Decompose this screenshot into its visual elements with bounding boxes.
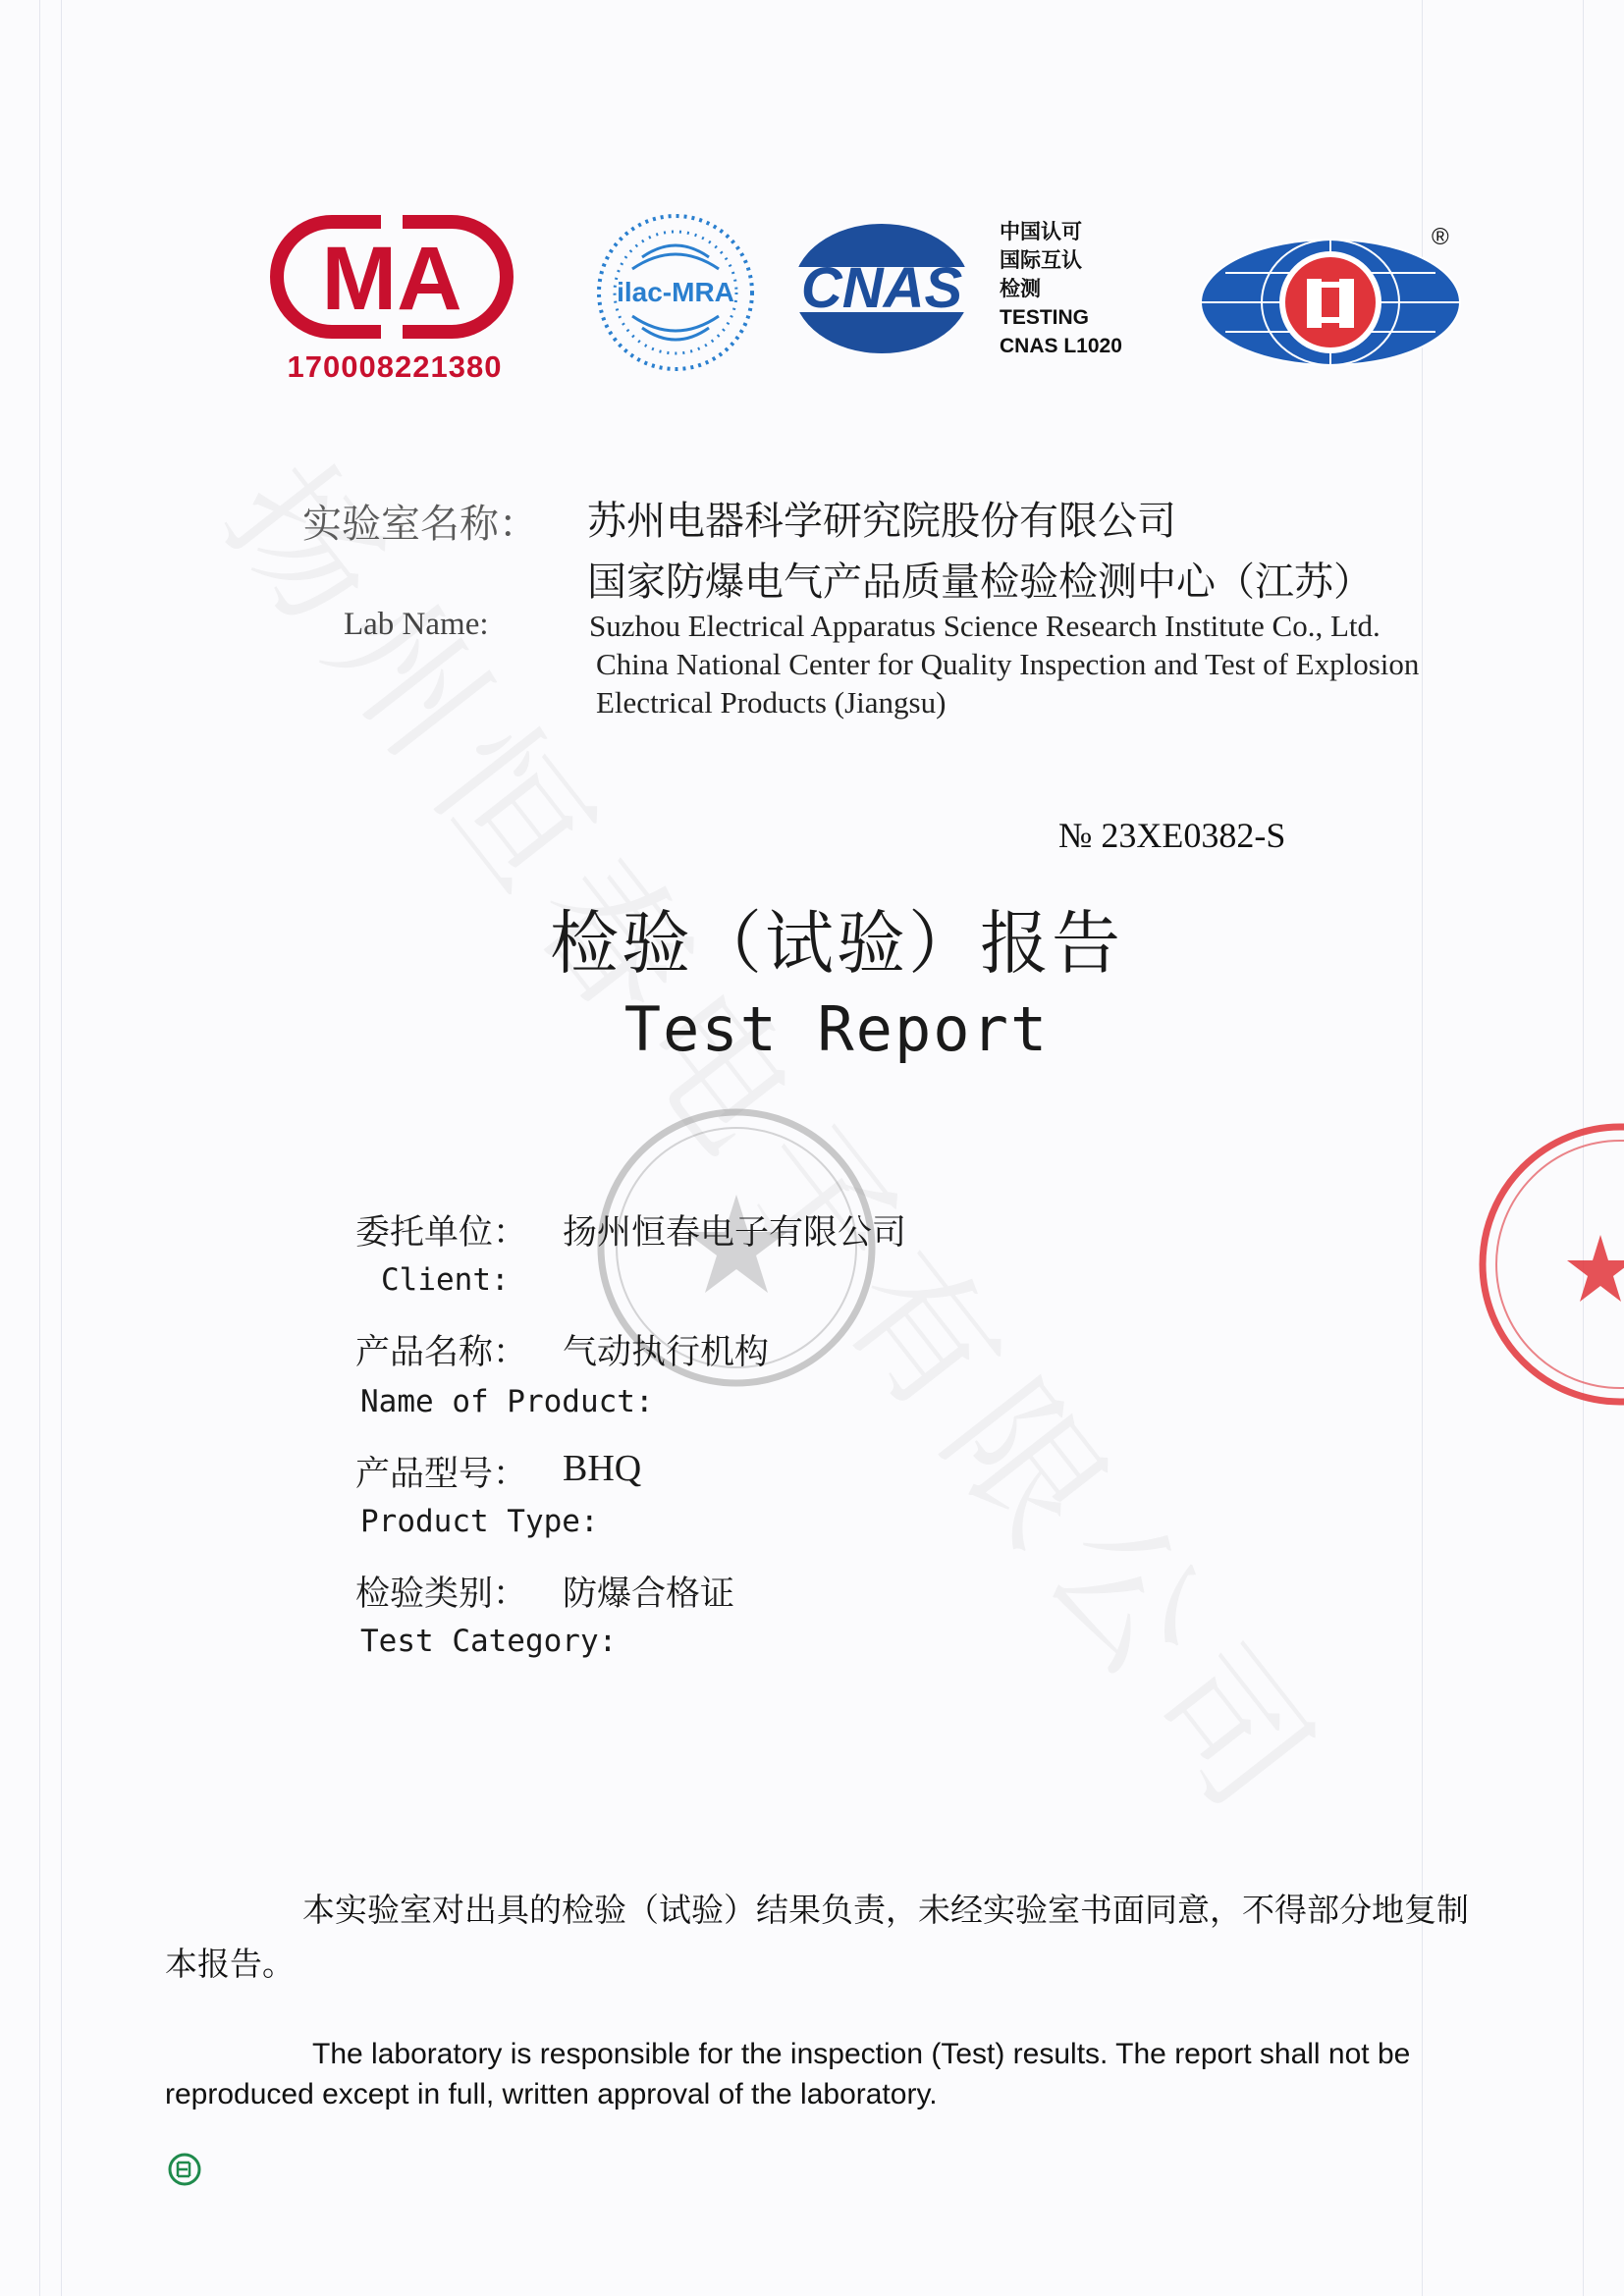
report-title-en: Test Report — [623, 993, 1050, 1065]
report-title-zh: 检验（试验）报告 — [550, 903, 1123, 984]
lab-name-en-line: China National Center for Quality Inspection and Test of Explosion — [596, 647, 1420, 681]
cma-logo-text: MA — [321, 229, 462, 329]
lab-name-zh-line: 国家防爆电气产品质量检验检测中心（江苏） — [587, 560, 1373, 605]
globe-logo — [1196, 234, 1465, 371]
lab-name-label-zh: 实验室名称： — [302, 502, 538, 547]
test-category-label-en: Test Category: — [360, 1624, 618, 1659]
client-label-zh: 委托单位： — [355, 1213, 528, 1253]
registered-mark: ® — [1432, 224, 1449, 250]
cnas-caption-line: 中国认可 — [1000, 221, 1082, 243]
product-type-label-zh: 产品型号： — [355, 1455, 528, 1494]
cnas-caption-line: TESTING — [1000, 306, 1090, 329]
cnas-caption — [1000, 218, 1122, 360]
lab-name-en-line: Electrical Products (Jiangsu) — [596, 685, 947, 720]
cnas-caption-line: CNAS L1020 — [1000, 335, 1122, 357]
lab-name-en — [589, 607, 1419, 721]
ilac-mra-logo — [593, 210, 758, 375]
test-category-label-zh: 检验类别： — [355, 1575, 528, 1614]
lab-name-zh-line: 苏州电器科学研究院股份有限公司 — [587, 499, 1176, 544]
report-number: № 23XE0382-S — [1058, 816, 1286, 855]
product-name-label-zh: 产品名称： — [355, 1333, 528, 1372]
client-value: 扬州恒春电子有限公司 — [563, 1213, 907, 1253]
cnas-caption-line: 国际互认 — [1000, 249, 1082, 272]
product-type-label-en: Product Type: — [360, 1504, 599, 1539]
lab-name-zh — [587, 491, 1373, 613]
product-type-value: BHQ — [563, 1448, 642, 1489]
product-name-label-en: Name of Product: — [360, 1384, 654, 1419]
cma-logo — [263, 208, 520, 346]
cnas-caption-line: 检测 — [1000, 278, 1041, 300]
ilac-logo-text: ilac-MRA — [617, 277, 734, 307]
cnas-logo — [785, 218, 978, 359]
cma-number: 170008221380 — [287, 349, 503, 384]
product-name-value: 气动执行机构 — [563, 1333, 770, 1372]
eco-mark-icon — [167, 2152, 202, 2187]
scan-edge-line — [39, 0, 40, 2296]
statement-en: The laboratory is responsible for the inspection (Test) results. The report shall not be reproduced except in full, written approval of the laboratory. — [165, 2038, 1411, 2110]
client-label-en: Client: — [381, 1262, 510, 1298]
red-seal — [1473, 1117, 1624, 1412]
test-category-value: 防爆合格证 — [563, 1575, 735, 1614]
lab-name-label-en: Lab Name: — [344, 607, 489, 642]
lab-name-en-line: Suzhou Electrical Apparatus Science Research Institute Co., Ltd. — [589, 609, 1380, 643]
statement-zh: 本实验室对出具的检验（试验）结果负责，未经实验室书面同意，不得部分地复制本报告。 — [165, 1891, 1469, 1983]
cnas-logo-text: CNAS — [800, 256, 963, 320]
scan-edge-line — [61, 0, 62, 2296]
